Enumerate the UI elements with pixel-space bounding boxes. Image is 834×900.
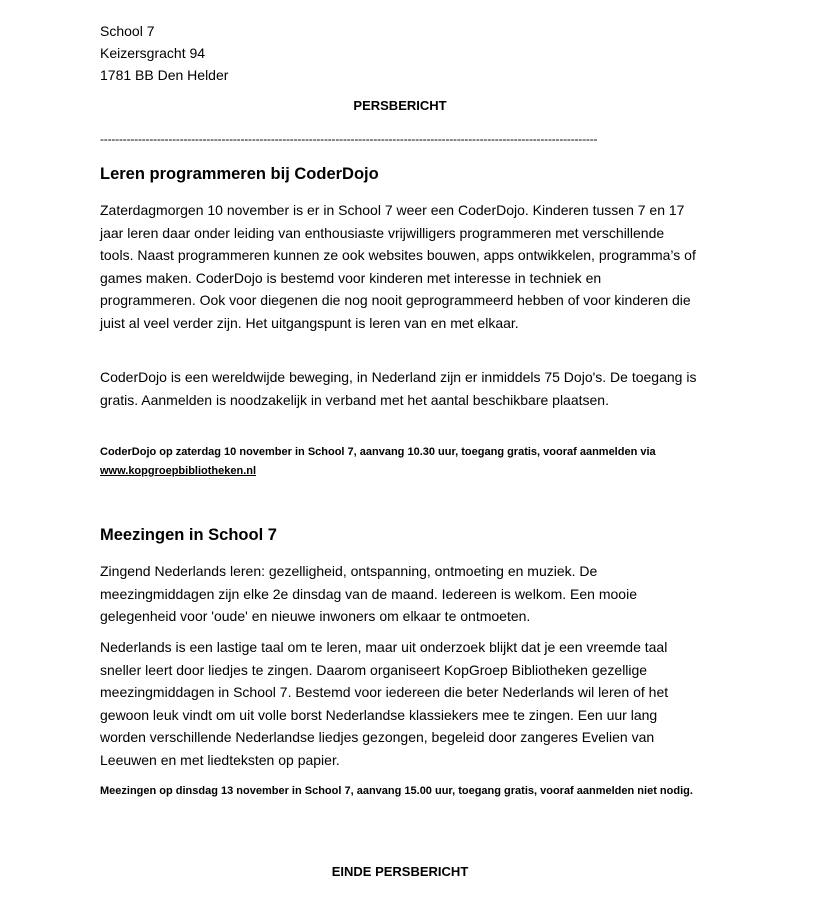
- sender-street: Keizersgracht 94: [100, 45, 206, 61]
- event-note-text: CoderDojo op zaterdag 10 november in School 7, aanvang 10.30 uur, toegang gratis, vooraf aanmelden via: [100, 446, 656, 458]
- article-title-meezingen: Meezingen in School 7: [100, 526, 277, 544]
- article-paragraph: Nederlands is een lastige taal om te leren, maar uit onderzoek blijkt dat je een vreemde taal sneller leert door liedjes te zingen. Daarom organiseert KopGroep Bibliotheken gezellige meezingmiddagen in School 7. Bestemd voor iedereen die beter Nederlands wil leren of het gewoon leuk vindt om uit volle borst Nederlandse klassiekers mee te zingen. Een uur lang worden verschillende Nederlandse liedjes gezongen, begeleid door zangeres Evelien van Leeuwen en met liedteksten op papier.: [100, 639, 669, 768]
- press-release-footer: EINDE PERSBERICHT: [331, 864, 469, 879]
- event-note: Meezingen op dinsdag 13 november in School 7, aanvang 15.00 uur, toegang gratis, vooraf aanmelden niet nodig.: [100, 785, 693, 797]
- event-registration-link[interactable]: www.kopgroepbibliotheken.nl: [100, 465, 257, 477]
- article-paragraph: Zaterdagmorgen 10 november is er in School 7 weer een CoderDojo. Kinderen tussen 7 en 17 jaar leren daar onder leiding van enthousiaste vrijwilligers programmeren met verschillende tools. Naast programmeren kunnen ze ook websites bouwen, apps ontwikkelen, programma’s of games maken. CoderDojo is bestemd voor kinderen met interesse in techniek en programmeren. Ook voor diegenen die nog nooit geprogrammeerd hebben of voor kinderen die juist al veel verder zijn. Het uitgangspunt is leren van en met elkaar.: [100, 202, 696, 331]
- article-paragraph: Zingend Nederlands leren: gezelligheid, ontspanning, ontmoeting en muziek. De meezingmiddagen zijn elke 2e dinsdag van de maand. Iedereen is welkom. Een mooie gelegenheid voor 'oude' en nieuwe inwoners om elkaar te ontmoeten.: [100, 563, 637, 624]
- sender-city: 1781 BB Den Helder: [100, 67, 229, 83]
- sender-name: School 7: [100, 23, 155, 39]
- sender-address: [100, 20, 228, 86]
- event-note: [100, 443, 700, 481]
- article-paragraph: CoderDojo is een wereldwijde beweging, in Nederland zijn er inmiddels 75 Dojo's. De toegang is gratis. Aanmelden is noodzakelijk in verband met het aantal beschikbare plaatsen.: [100, 369, 697, 408]
- separator-line: -----------------------------------------------------------------------------------------------------------------------------------: [100, 132, 598, 146]
- press-release-header: PERSBERICHT: [353, 98, 447, 113]
- article-title-coderdojo: Leren programmeren bij CoderDojo: [100, 165, 379, 183]
